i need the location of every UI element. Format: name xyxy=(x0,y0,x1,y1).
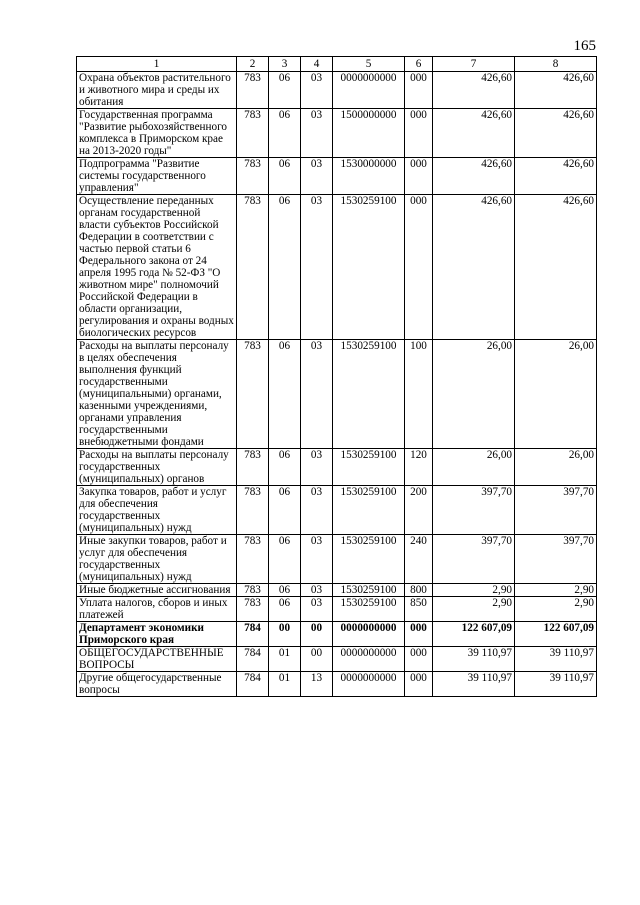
code-cell: 0000000000 xyxy=(333,647,405,672)
code-cell: 00 xyxy=(301,622,333,647)
column-header: 7 xyxy=(433,57,515,72)
amount-cell: 426,60 xyxy=(515,72,597,109)
code-cell: 06 xyxy=(269,449,301,486)
code-cell: 784 xyxy=(237,622,269,647)
column-header: 5 xyxy=(333,57,405,72)
code-cell: 03 xyxy=(301,158,333,195)
table-row xyxy=(77,535,597,584)
code-cell: 000 xyxy=(405,195,433,340)
table-row xyxy=(77,584,597,597)
code-cell: 1500000000 xyxy=(333,109,405,158)
amount-cell: 26,00 xyxy=(433,449,515,486)
code-cell: 03 xyxy=(301,195,333,340)
item-name-cell: Расходы на выплаты персоналу в целях обеспечения выполнения функций государственными (муниципальными) органами, казенными учреждениями, органами управления государственными внебюджетными фондами xyxy=(77,340,237,449)
code-cell: 03 xyxy=(301,72,333,109)
amount-cell: 426,60 xyxy=(515,158,597,195)
amount-cell: 397,70 xyxy=(515,486,597,535)
code-cell: 03 xyxy=(301,109,333,158)
column-header: 1 xyxy=(77,57,237,72)
table-row xyxy=(77,72,597,109)
code-cell: 000 xyxy=(405,158,433,195)
code-cell: 0000000000 xyxy=(333,72,405,109)
code-cell: 00 xyxy=(301,647,333,672)
code-cell: 06 xyxy=(269,158,301,195)
amount-cell: 122 607,09 xyxy=(515,622,597,647)
table-row xyxy=(77,449,597,486)
amount-cell: 39 110,97 xyxy=(515,672,597,697)
amount-cell: 426,60 xyxy=(515,195,597,340)
page-number: 165 xyxy=(573,38,596,54)
item-name-cell: Уплата налогов, сборов и иных платежей xyxy=(77,597,237,622)
amount-cell: 26,00 xyxy=(515,340,597,449)
item-name-cell: Подпрограмма "Развитие системы государственного управления" xyxy=(77,158,237,195)
column-header: 4 xyxy=(301,57,333,72)
code-cell: 03 xyxy=(301,597,333,622)
code-cell: 03 xyxy=(301,486,333,535)
code-cell: 000 xyxy=(405,622,433,647)
column-header: 3 xyxy=(269,57,301,72)
amount-cell: 426,60 xyxy=(433,72,515,109)
item-name-cell: Расходы на выплаты персоналу государственных (муниципальных) органов xyxy=(77,449,237,486)
table-row xyxy=(77,158,597,195)
code-cell: 00 xyxy=(269,622,301,647)
item-name-cell: ОБЩЕГОСУДАРСТВЕННЫЕ ВОПРОСЫ xyxy=(77,647,237,672)
amount-cell: 2,90 xyxy=(515,584,597,597)
code-cell: 0000000000 xyxy=(333,622,405,647)
amount-cell: 26,00 xyxy=(515,449,597,486)
item-name-cell: Охрана объектов растительного и животного мира и среды их обитания xyxy=(77,72,237,109)
code-cell: 06 xyxy=(269,584,301,597)
code-cell: 800 xyxy=(405,584,433,597)
code-cell: 06 xyxy=(269,195,301,340)
amount-cell: 426,60 xyxy=(433,195,515,340)
code-cell: 783 xyxy=(237,195,269,340)
code-cell: 000 xyxy=(405,647,433,672)
column-header: 2 xyxy=(237,57,269,72)
code-cell: 783 xyxy=(237,584,269,597)
amount-cell: 426,60 xyxy=(433,109,515,158)
amount-cell: 39 110,97 xyxy=(433,672,515,697)
code-cell: 1530259100 xyxy=(333,195,405,340)
table-row xyxy=(77,647,597,672)
code-cell: 06 xyxy=(269,340,301,449)
table-row xyxy=(77,109,597,158)
amount-cell: 39 110,97 xyxy=(433,647,515,672)
amount-cell: 2,90 xyxy=(515,597,597,622)
code-cell: 120 xyxy=(405,449,433,486)
amount-cell: 397,70 xyxy=(433,535,515,584)
code-cell: 783 xyxy=(237,109,269,158)
code-cell: 1530259100 xyxy=(333,535,405,584)
item-name-cell: Иные бюджетные ассигнования xyxy=(77,584,237,597)
code-cell: 06 xyxy=(269,72,301,109)
item-name-cell: Закупка товаров, работ и услуг для обеспечения государственных (муниципальных) нужд xyxy=(77,486,237,535)
table-row xyxy=(77,486,597,535)
code-cell: 1530000000 xyxy=(333,158,405,195)
code-cell: 1530259100 xyxy=(333,584,405,597)
item-name-cell: Осуществление переданных органам государственной власти субъектов Российской Федерации в соответствии с частью первой статьи 6 Федерального закона от 24 апреля 1995 года № 52-ФЗ "О животном мире" полномочий Российской Федерации в области организации, регулирования и охраны водных биологических ресурсов xyxy=(77,195,237,340)
code-cell: 06 xyxy=(269,597,301,622)
code-cell: 783 xyxy=(237,449,269,486)
code-cell: 784 xyxy=(237,647,269,672)
code-cell: 000 xyxy=(405,109,433,158)
code-cell: 783 xyxy=(237,597,269,622)
code-cell: 783 xyxy=(237,72,269,109)
code-cell: 06 xyxy=(269,486,301,535)
table-row xyxy=(77,622,597,647)
code-cell: 1530259100 xyxy=(333,449,405,486)
code-cell: 783 xyxy=(237,340,269,449)
table-row xyxy=(77,672,597,697)
amount-cell: 397,70 xyxy=(433,486,515,535)
table-row xyxy=(77,195,597,340)
code-cell: 240 xyxy=(405,535,433,584)
code-cell: 01 xyxy=(269,672,301,697)
amount-cell: 39 110,97 xyxy=(515,647,597,672)
item-name-cell: Департамент экономики Приморского края xyxy=(77,622,237,647)
code-cell: 200 xyxy=(405,486,433,535)
item-name-cell: Иные закупки товаров, работ и услуг для обеспечения государственных (муниципальных) нужд xyxy=(77,535,237,584)
code-cell: 06 xyxy=(269,535,301,584)
code-cell: 1530259100 xyxy=(333,597,405,622)
amount-cell: 2,90 xyxy=(433,584,515,597)
header-row xyxy=(77,57,597,72)
code-cell: 783 xyxy=(237,535,269,584)
code-cell: 1530259100 xyxy=(333,340,405,449)
table-body xyxy=(77,72,597,697)
amount-cell: 2,90 xyxy=(433,597,515,622)
code-cell: 1530259100 xyxy=(333,486,405,535)
code-cell: 0000000000 xyxy=(333,672,405,697)
code-cell: 03 xyxy=(301,340,333,449)
item-name-cell: Государственная программа "Развитие рыбохозяйственного комплекса в Приморском крае на 2013-2020 годы" xyxy=(77,109,237,158)
code-cell: 06 xyxy=(269,109,301,158)
code-cell: 850 xyxy=(405,597,433,622)
code-cell: 01 xyxy=(269,647,301,672)
amount-cell: 122 607,09 xyxy=(433,622,515,647)
code-cell: 783 xyxy=(237,486,269,535)
table-row xyxy=(77,597,597,622)
amount-cell: 26,00 xyxy=(433,340,515,449)
code-cell: 783 xyxy=(237,158,269,195)
code-cell: 03 xyxy=(301,535,333,584)
code-cell: 000 xyxy=(405,672,433,697)
column-header: 8 xyxy=(515,57,597,72)
amount-cell: 397,70 xyxy=(515,535,597,584)
item-name-cell: Другие общегосударственные вопросы xyxy=(77,672,237,697)
code-cell: 100 xyxy=(405,340,433,449)
budget-table xyxy=(76,56,597,697)
code-cell: 03 xyxy=(301,449,333,486)
code-cell: 784 xyxy=(237,672,269,697)
amount-cell: 426,60 xyxy=(515,109,597,158)
code-cell: 03 xyxy=(301,584,333,597)
amount-cell: 426,60 xyxy=(433,158,515,195)
column-header: 6 xyxy=(405,57,433,72)
code-cell: 000 xyxy=(405,72,433,109)
code-cell: 13 xyxy=(301,672,333,697)
table-row xyxy=(77,340,597,449)
